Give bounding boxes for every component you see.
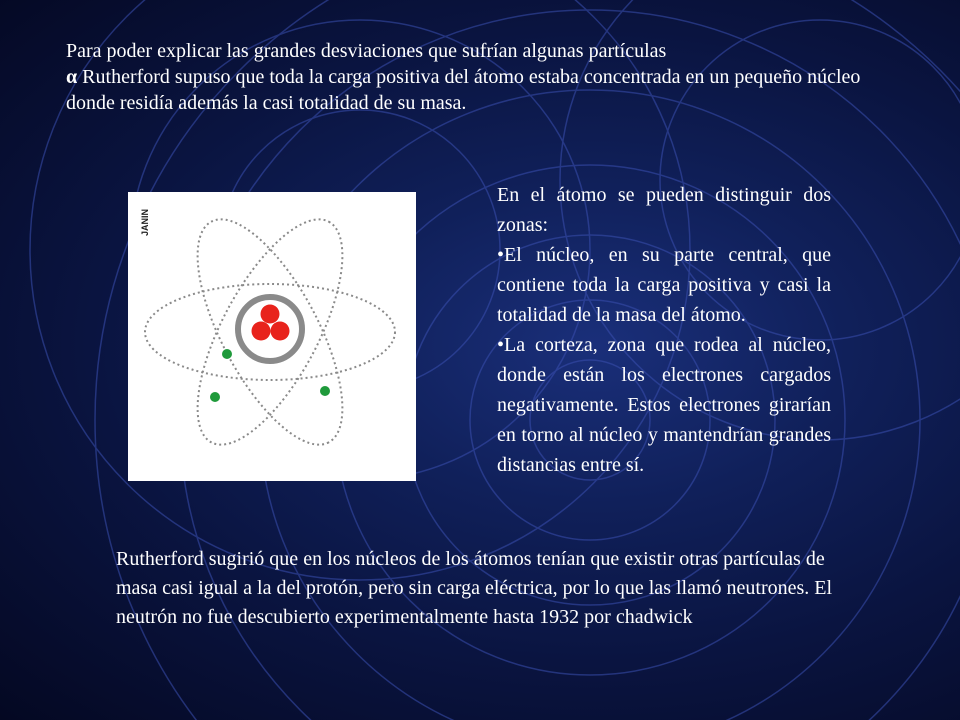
zones-description [497,180,831,480]
electron-1 [222,349,232,359]
neutron-paragraph: Rutherford sugirió que en los núcleos de los átomos tenían que existir otras partículas de masa casi igual a la del protón, pero sin carga eléctrica, por lo que las llamó neutrones. El neutrón no fue descubierto experimentalmente hasta 1932 por chadwick [116,548,833,628]
electron-2 [210,392,220,402]
atom-diagram [128,192,416,481]
zones-intro: En el átomo se pueden distinguir dos zonas: [497,184,831,236]
alpha-symbol: α [66,66,78,88]
zones-cortex-bullet: •La corteza, zona que rodea al núcleo, donde están los electrones cargados negativamente. Estos electrones girarían en torno al núcleo y mantendrían grandes distancias entre sí. [497,334,831,476]
intro-paragraph [66,38,896,116]
electron-3 [320,386,330,396]
intro-text-2: Rutherford supuso que toda la carga positiva del átomo estaba concentrada en un pequeño núcleo donde residía además la casi totalidad de su masa. [66,66,861,114]
proton-top [261,305,280,324]
proton-left [252,322,271,341]
image-credit-label: JANIN [140,208,150,236]
zones-nucleus-bullet: •El núcleo, en su parte central, que contiene toda la carga positiva y casi la totalidad de la masa del átomo. [497,244,831,326]
proton-right [271,322,290,341]
intro-text-1: Para poder explicar las grandes desviaciones que sufrían algunas partículas [66,40,667,62]
atom-diagram-image [128,192,416,481]
